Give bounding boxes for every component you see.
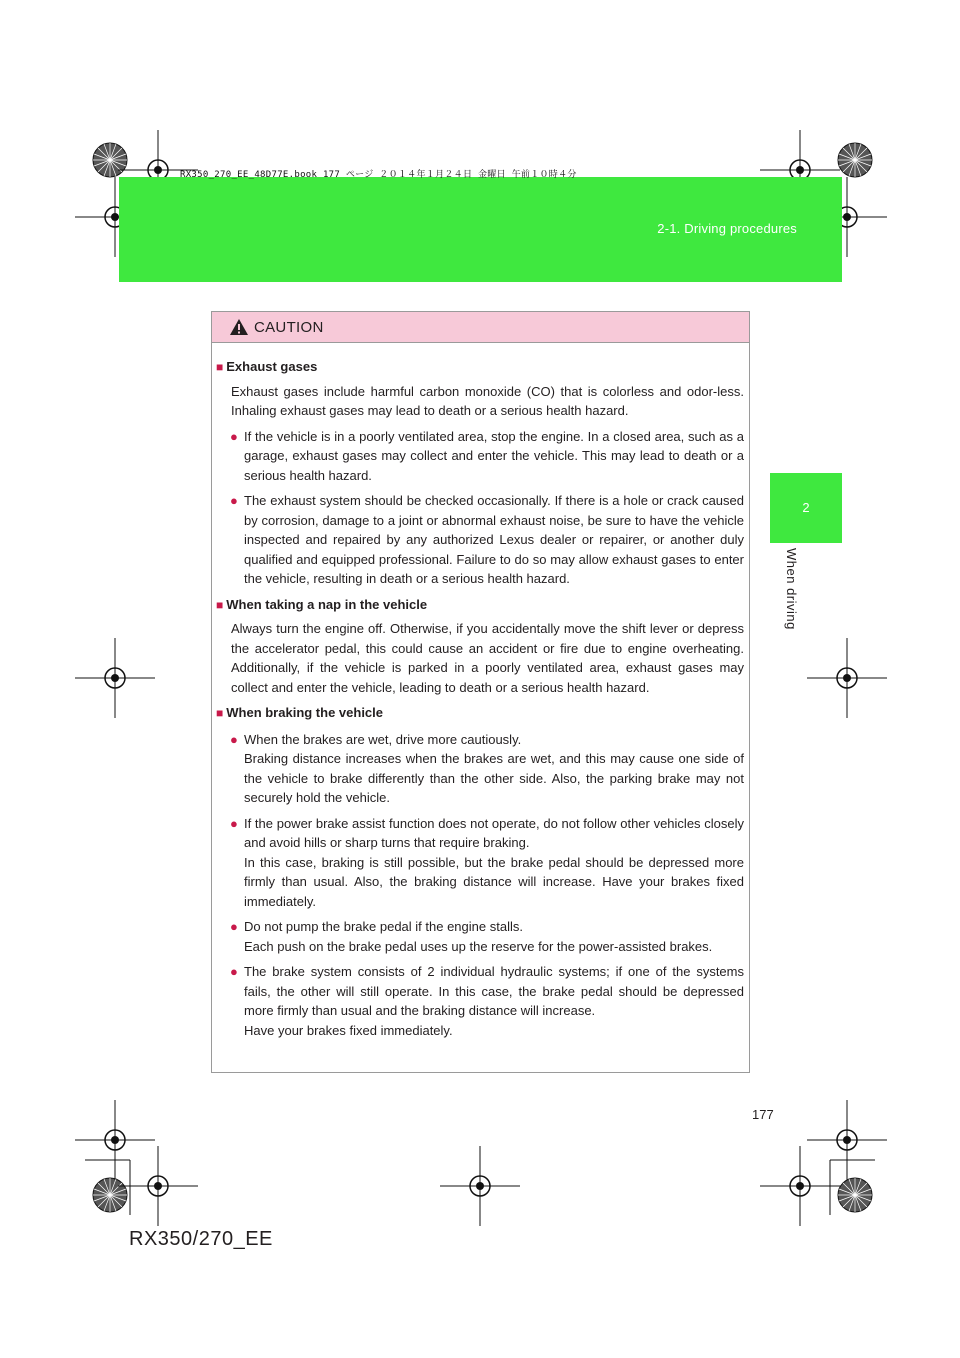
list-item: ● The brake system consists of 2 individual hydraulic systems; if one of the systems fails, the other will still operate. In this case, the brake pedal should be depressed more firmly than usual and the braking distance will increase. Have your brakes fixed immediately.	[230, 964, 744, 1038]
file-stamp: RX350_270_EE_48D77E.book 177 ページ ２０１４年１月２４日 金曜日 午前１０時４分	[180, 170, 577, 180]
caution-box	[211, 311, 750, 1073]
caution-header	[212, 312, 749, 343]
section-intro: Always turn the engine off. Otherwise, if you accidentally move the shift lever or depress the accelerator pedal, this could cause an accident or fire due to engine overheating. Additionally, if the vehicle is parked in a poorly ventilated area, exhaust gases may collect and enter the vehicle, leading to death or a serious health hazard.	[231, 621, 744, 695]
list-item: ● If the power brake assist function does not operate, do not follow other vehicles closely and avoid hills or sharp turns that require braking. In this case, braking is still possible, but the brake pedal should be depressed more firmly than usual. Also, the braking distance will increase. Have your brakes fixed immediately.	[230, 815, 744, 909]
caution-body	[216, 354, 744, 1040]
list-item: ● When the brakes are wet, drive more cautiously. Braking distance increases when the brakes are wet, and this may cause one side of the vehicle to brake differently than the other side. Also, the parking brake may not securely hold the vehicle.	[230, 731, 744, 805]
model-code: RX350/270_EE	[129, 1228, 273, 1250]
section-intro: Exhaust gases include harmful carbon monoxide (CO) that is colorless and odor-less. Inhaling exhaust gases may lead to death or a serious health hazard.	[231, 383, 744, 418]
section-heading: ■ Exhaust gases	[216, 359, 318, 374]
page-number: 177	[752, 1107, 774, 1122]
warning-icon	[229, 318, 249, 336]
section-title: 2-1. Driving procedures	[657, 221, 797, 236]
chapter-number: 2	[802, 500, 810, 515]
section-heading: ■ When braking the vehicle	[216, 705, 384, 720]
chapter-label: When driving	[784, 548, 799, 630]
list-item: ● The exhaust system should be checked occasionally. If there is a hole or crack caused by corrosion, damage to a joint or abnormal exhaust noise, be sure to have the vehicle inspected and repaired by any authorized Lexus dealer or repairer, or another duly qualified and equipped professional. Failure to do so may allow exhaust gases to enter the vehicle, resulting in death or a serious health hazard.	[230, 493, 744, 586]
chapter-tab	[770, 473, 842, 543]
caution-title: CAUTION	[254, 319, 324, 336]
list-item: ● Do not pump the brake pedal if the engine stalls. Each push on the brake pedal uses up the reserve for the power-assisted brakes.	[230, 919, 713, 954]
list-item: ● If the vehicle is in a poorly ventilated area, stop the engine. In a closed area, such as a garage, exhaust gases may collect and enter the vehicle. This may lead to death or a serious health hazard.	[230, 428, 744, 483]
section-heading: ■ When taking a nap in the vehicle	[216, 596, 428, 612]
